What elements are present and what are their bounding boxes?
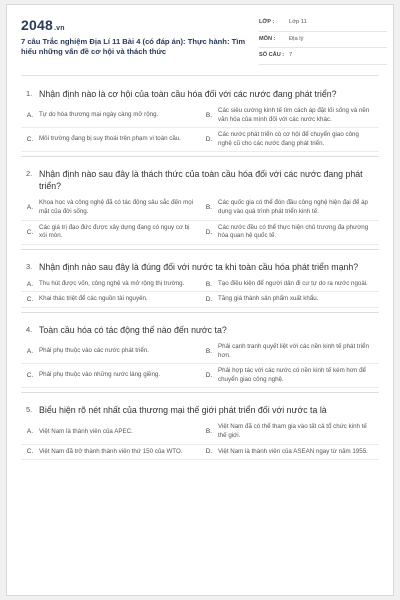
question-number: 3. bbox=[26, 261, 33, 271]
answer-option-d[interactable] bbox=[200, 445, 379, 460]
option-letter: D. bbox=[205, 448, 213, 456]
question-text bbox=[21, 88, 379, 100]
info-value: 7 bbox=[289, 52, 293, 58]
option-row bbox=[21, 128, 379, 152]
option-row bbox=[21, 104, 379, 128]
option-letter: B. bbox=[205, 348, 213, 356]
option-letter: B. bbox=[205, 204, 213, 212]
option-letter: A. bbox=[26, 428, 34, 436]
answer-options bbox=[21, 104, 379, 152]
question-prompt: Biểu hiện rõ nét nhất của thương mại thế giới phát triển đối với nước ta là bbox=[39, 405, 327, 416]
option-letter: D. bbox=[205, 136, 213, 144]
info-box bbox=[259, 17, 387, 67]
option-text: Các siêu cường kinh tế tìm cách áp đặt lối sống và nền văn hóa của mình đối với các nước khác. bbox=[218, 107, 370, 123]
option-letter: D. bbox=[205, 372, 213, 380]
info-row-subject bbox=[259, 34, 387, 49]
question-text bbox=[21, 168, 379, 192]
question-5 bbox=[7, 404, 393, 460]
answer-options bbox=[21, 420, 379, 460]
option-letter: B. bbox=[205, 428, 213, 436]
question-number: 5. bbox=[26, 405, 33, 415]
answer-option-a[interactable] bbox=[21, 425, 200, 440]
info-value: Lớp 11 bbox=[289, 19, 307, 25]
answer-option-d[interactable] bbox=[200, 292, 379, 307]
option-letter: C. bbox=[26, 228, 34, 236]
option-row bbox=[21, 445, 379, 461]
question-3 bbox=[7, 261, 393, 308]
answer-option-b[interactable] bbox=[200, 104, 379, 127]
option-text: Thu hút được vốn, công nghệ và mở rộng thị trường. bbox=[39, 279, 185, 287]
document-page bbox=[6, 4, 394, 596]
option-letter: A. bbox=[26, 348, 34, 356]
option-letter: A. bbox=[26, 204, 34, 212]
option-letter: D. bbox=[205, 228, 213, 236]
info-label: LỚP : bbox=[259, 19, 275, 25]
answer-option-d[interactable] bbox=[200, 128, 379, 151]
option-letter: C. bbox=[26, 136, 34, 144]
logo-text: 2048 bbox=[21, 17, 53, 33]
answer-option-c[interactable] bbox=[21, 445, 200, 460]
logo-tld: .vn bbox=[53, 25, 65, 32]
answer-option-a[interactable] bbox=[21, 196, 200, 219]
option-text: Các giá trị đạo đức được xây dựng đang có nguy cơ bị xói mòn. bbox=[39, 223, 190, 240]
info-label: MÔN : bbox=[259, 35, 276, 42]
question-4 bbox=[7, 324, 393, 388]
option-text: Tạo điều kiện để người dân đi cư tự do ra nước ngoài. bbox=[218, 279, 368, 287]
header-divider bbox=[21, 75, 379, 76]
site-logo[interactable] bbox=[21, 17, 65, 33]
option-letter: B. bbox=[205, 112, 213, 120]
option-row bbox=[21, 420, 379, 444]
option-letter: C. bbox=[26, 372, 34, 380]
info-label: SỐ CÂU : bbox=[259, 52, 285, 58]
option-row bbox=[21, 196, 379, 220]
answer-option-d[interactable] bbox=[200, 221, 379, 244]
question-divider bbox=[21, 249, 379, 250]
question-text bbox=[21, 404, 379, 416]
answer-option-a[interactable] bbox=[21, 277, 200, 292]
answer-option-b[interactable] bbox=[200, 420, 379, 443]
option-row bbox=[21, 221, 379, 245]
option-text: Các nước phát triển có cơ hội để chuyển giao công nghệ cũ cho các nước đang phát triển. bbox=[218, 131, 359, 147]
question-2 bbox=[7, 168, 393, 244]
document-header bbox=[7, 5, 393, 73]
info-row-count bbox=[259, 50, 387, 65]
option-text: Việt Nam là thành viên của APEC. bbox=[39, 427, 133, 435]
question-text bbox=[21, 261, 379, 273]
option-text: Tăng giá thành sản phẩm xuất khẩu. bbox=[218, 295, 319, 303]
option-text: Khoa học và công nghệ đã có tác động sâu sắc đến mọi mặt của đời sống. bbox=[39, 199, 194, 215]
answer-options bbox=[21, 196, 379, 244]
option-row bbox=[21, 292, 379, 308]
answer-option-b[interactable] bbox=[200, 277, 379, 292]
option-letter: A. bbox=[26, 280, 34, 288]
option-text: Khai thác triệt để các nguồn tài nguyên. bbox=[39, 295, 148, 303]
answer-options bbox=[21, 340, 379, 388]
question-divider bbox=[21, 312, 379, 313]
option-row bbox=[21, 277, 379, 293]
option-text: Việt Nam đã có thể tham gia vào tất cả tổ chức kinh tế thế giới. bbox=[218, 423, 367, 439]
answer-option-b[interactable] bbox=[200, 196, 379, 219]
answer-option-c[interactable] bbox=[21, 292, 200, 307]
option-text: Việt Nam là thành viên của ASEAN ngay từ năm 1955. bbox=[218, 447, 368, 455]
option-letter: B. bbox=[205, 280, 213, 288]
option-letter: D. bbox=[205, 296, 213, 304]
question-number: 2. bbox=[26, 169, 33, 179]
question-prompt: Nhận định nào sau đây là thách thức của toàn cầu hóa đối với các nước đang phát triển? bbox=[39, 169, 363, 192]
answer-option-a[interactable] bbox=[21, 108, 200, 123]
option-text: Phải phụ thuộc vào những nước láng giềng. bbox=[39, 371, 161, 379]
question-number: 1. bbox=[26, 89, 33, 98]
option-letter: C. bbox=[26, 296, 34, 304]
answer-option-b[interactable] bbox=[200, 340, 379, 363]
option-text: Các quốc gia có thể đón đầu công nghệ hiện đại để áp dụng vào quá trình phát triển kinh tế. bbox=[218, 199, 368, 215]
option-row bbox=[21, 364, 379, 388]
option-text: Phải phụ thuộc vào các nước phát triển. bbox=[39, 347, 150, 355]
question-prompt: Toàn cầu hóa có tác động thế nào đến nước ta? bbox=[39, 324, 227, 335]
answer-option-a[interactable] bbox=[21, 344, 200, 359]
question-list bbox=[7, 77, 393, 460]
option-letter: C. bbox=[26, 448, 34, 456]
document-title: 7 câu Trắc nghiệm Địa Lí 11 Bài 4 (có đáp án): Thực hành: Tìm hiểu những vấn đề cơ hội và thách thức bbox=[21, 37, 246, 56]
info-row-class bbox=[259, 17, 387, 32]
answer-option-c[interactable] bbox=[21, 132, 200, 147]
info-value: Địa lý bbox=[289, 35, 304, 42]
option-text: Việt Nam đã trở thành thành viên thứ 150 của WTO. bbox=[39, 447, 183, 455]
option-row bbox=[21, 340, 379, 364]
question-text bbox=[21, 324, 379, 336]
option-letter: A. bbox=[26, 112, 34, 120]
question-divider bbox=[21, 392, 379, 393]
option-text: Phải hợp tác với các nước có nền kinh tế kém hơn để chuyển giao công nghệ. bbox=[218, 367, 366, 383]
answer-options bbox=[21, 277, 379, 308]
question-divider bbox=[21, 156, 379, 157]
option-text: Các nước đều có thể thực hiện chủ trương đa phương hóa quan hệ quốc tế. bbox=[218, 223, 369, 240]
option-text: Phải cạnh tranh quyết liệt với các nền kinh tế phát triển hơn. bbox=[218, 342, 369, 359]
question-number: 4. bbox=[26, 324, 33, 334]
answer-option-c[interactable] bbox=[21, 221, 200, 244]
question-prompt: Nhận định nào sau đây là đúng đối với nước ta khi toàn cầu hóa phát triển mạnh? bbox=[39, 261, 359, 272]
option-text: Môi trường đang bị suy thoái trên phạm vi toàn cầu. bbox=[39, 135, 181, 143]
option-text: Tự do hóa thương mại ngày càng mở rộng. bbox=[39, 111, 159, 119]
question-prompt: Nhận định nào là cơ hội của toàn cầu hóa đối với các nước đang phát triển? bbox=[39, 89, 337, 99]
answer-option-c[interactable] bbox=[21, 368, 200, 383]
question-1 bbox=[7, 88, 393, 152]
answer-option-d[interactable] bbox=[200, 364, 379, 387]
